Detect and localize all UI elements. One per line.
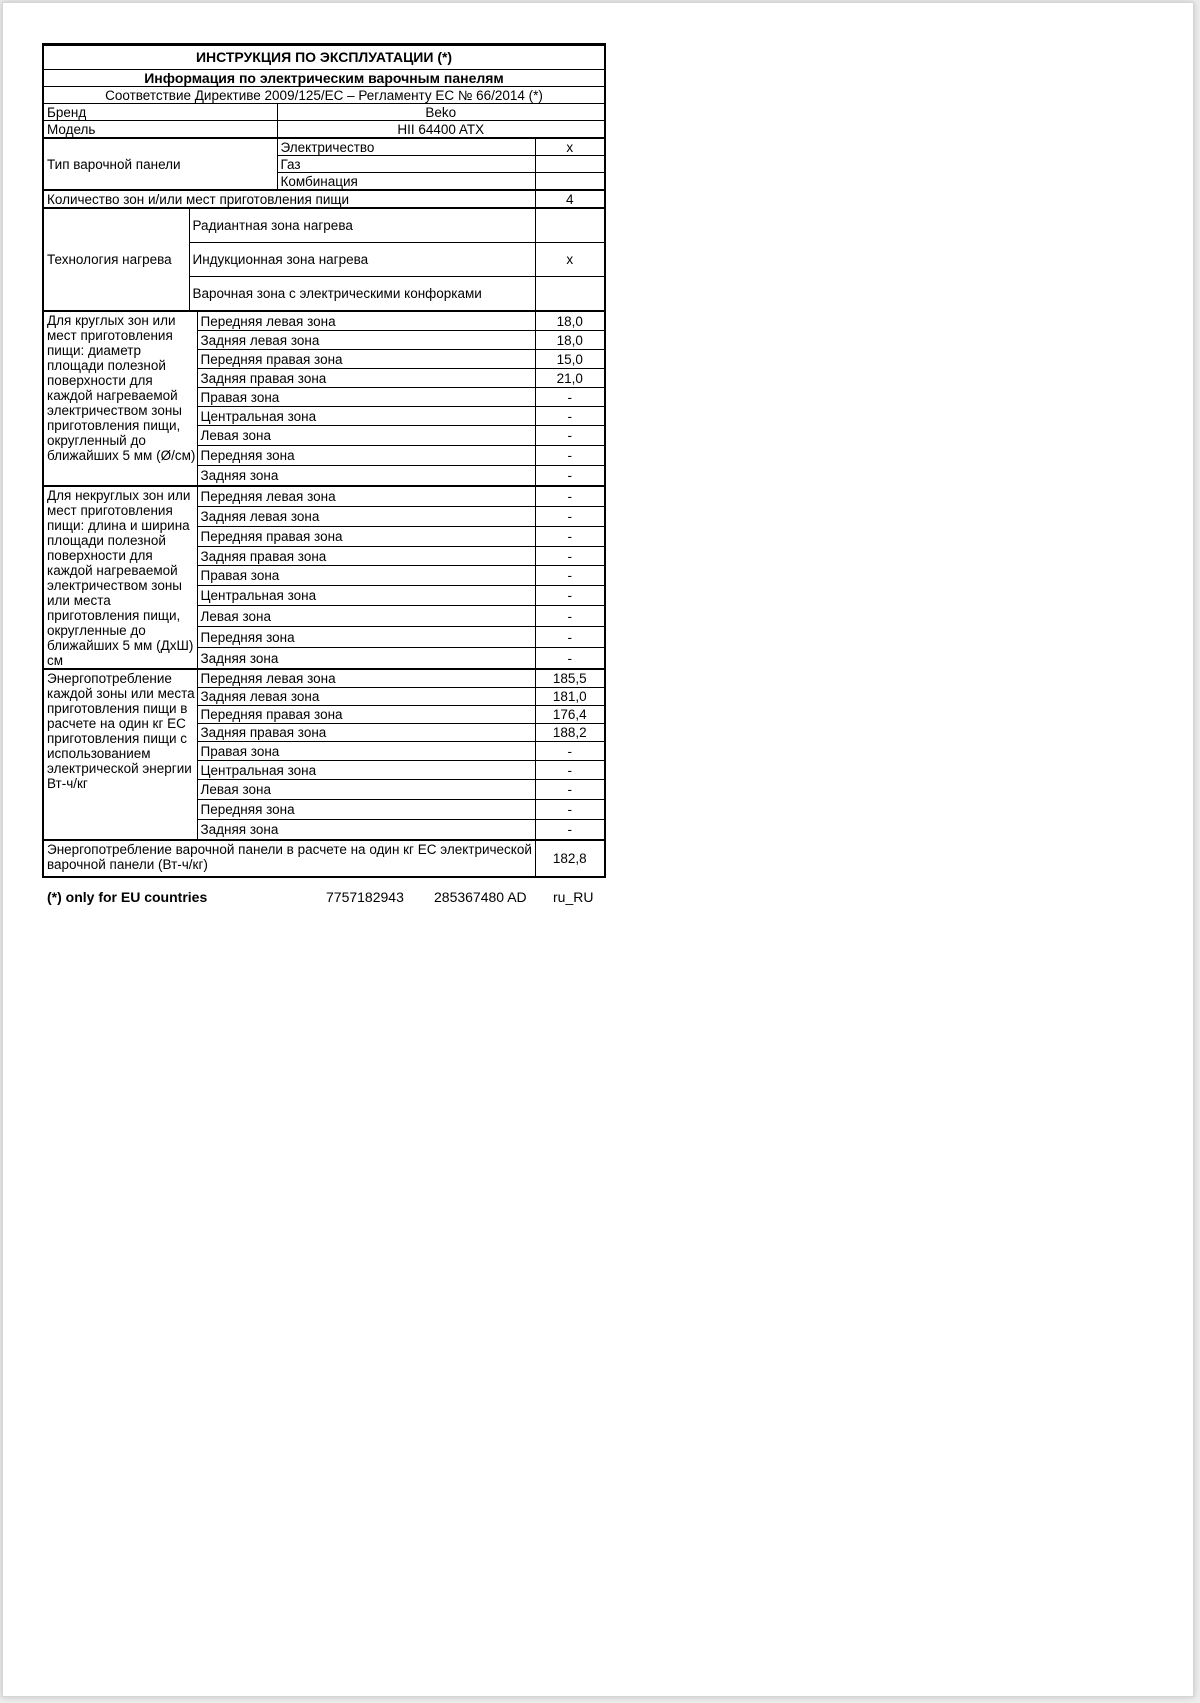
zone-value: - [535,486,605,506]
zone-name: Передняя левая зона [197,486,535,506]
zone-name: Центральная зона [197,761,535,780]
zone-name: Передняя зона [197,800,535,820]
zone-group-label: Для круглых зон или мест приготовления пищи: диаметр площади полезной поверхности для каждой нагреваемой электричеством зоны приготовления пищи, округленный до ближайших 5 мм (Ø/см) [43,311,197,486]
hob-type-row [43,138,605,156]
zone-value: 15,0 [535,350,605,369]
title-row [43,45,605,70]
zone-name: Правая зона [197,566,535,586]
zone-row [43,311,605,331]
zone-name: Передняя левая зона [197,311,535,331]
zone-group-label: Энергопотребление каждой зоны или места приготовления пищи в расчете на один кг EC приготовления пищи с использованием электрической энергии Вт-ч/кг [43,669,197,840]
zone-name: Передняя левая зона [197,669,535,688]
zone-name: Задняя левая зона [197,331,535,350]
zone-value: 18,0 [535,311,605,331]
zone-name: Передняя правая зона [197,706,535,724]
zone-name: Правая зона [197,742,535,761]
footer-code: 7757182943 [326,889,404,905]
zone-name: Задняя зона [197,648,535,670]
zone-name: Передняя зона [197,627,535,648]
model-row [43,121,605,139]
document-subtitle: Информация по электрическим варочным панелям [43,70,605,87]
zone-value: - [535,566,605,586]
hob-type-value: x [535,138,605,156]
model-label: Модель [43,121,277,139]
zone-name: Передняя зона [197,446,535,466]
zone-name: Задняя зона [197,820,535,841]
zone-value: - [535,761,605,780]
zone-name: Передняя правая зона [197,526,535,546]
zone-value: 176,4 [535,706,605,724]
document-page [2,2,1194,1697]
brand-value: Beko [277,104,605,121]
heating-name: Варочная зона с электрическими конфорками [189,277,535,312]
footer [47,889,607,907]
zone-name: Задняя левая зона [197,688,535,706]
hob-type-value [535,173,605,191]
zone-value: - [535,446,605,466]
total-energy-row [43,840,605,877]
footer-note: (*) only for EU countries [47,889,208,905]
hob-type-name: Газ [277,156,535,173]
zone-value: - [535,627,605,648]
zone-value: 185,5 [535,669,605,688]
directive-text: Соответствие Директиве 2009/125/EC – Регламенту ЕС № 66/2014 (*) [43,87,605,104]
round-zones-section [43,311,605,486]
zone-count-label: Количество зон и/или мест приготовления пищи [43,190,535,208]
heating-name: Индукционная зона нагрева [189,243,535,277]
nonround-zones-section [43,486,605,669]
heating-value [535,277,605,312]
zone-value: - [535,526,605,546]
zone-value: - [535,648,605,670]
zone-name: Центральная зона [197,407,535,426]
zone-value: - [535,606,605,627]
document-title: ИНСТРУКЦИЯ ПО ЭКСПЛУАТАЦИИ (*) [43,45,605,70]
zone-value: - [535,426,605,446]
hob-type-value [535,156,605,173]
zone-value: - [535,466,605,487]
brand-label: Бренд [43,104,277,121]
zone-value: - [535,820,605,841]
specification-table [42,43,606,878]
zone-value: - [535,780,605,800]
heating-value [535,208,605,243]
hob-type-label: Тип варочной панели [43,138,277,190]
zone-name: Левая зона [197,426,535,446]
zone-name: Задняя зона [197,466,535,487]
heating-name: Радиантная зона нагрева [189,208,535,243]
zone-name: Центральная зона [197,586,535,606]
subtitle-row [43,70,605,87]
zone-name: Задняя правая зона [197,369,535,388]
directive-row [43,87,605,104]
zone-name: Задняя правая зона [197,546,535,566]
zone-value: 188,2 [535,724,605,742]
heating-value: x [535,243,605,277]
energy-zones-section [43,669,605,840]
zone-value: - [535,800,605,820]
zone-count-row [43,190,605,208]
hob-type-name: Комбинация [277,173,535,191]
total-energy-label: Энергопотребление варочной панели в расчете на один кг EC электрической варочной панели (Вт-ч/кг) [43,840,535,877]
footer-locale: ru_RU [553,889,594,905]
zone-value: - [535,586,605,606]
hob-type-name: Электричество [277,138,535,156]
zone-value: - [535,407,605,426]
zone-count-value: 4 [535,190,605,208]
zone-name: Правая зона [197,388,535,407]
brand-row [43,104,605,121]
zone-name: Передняя правая зона [197,350,535,369]
zone-name: Задняя левая зона [197,506,535,526]
zone-value: - [535,742,605,761]
zone-group-label: Для некруглых зон или мест приготовления пищи: длина и ширина площади полезной поверхности для каждой нагреваемой электричеством зоны или места приготовления пищи, округленные до ближайших 5 мм (ДхШ) см [43,486,197,669]
total-energy-value: 182,8 [535,840,605,877]
heating-label: Технология нагрева [43,208,189,311]
zone-name: Левая зона [197,606,535,627]
zone-value: 21,0 [535,369,605,388]
heating-row [43,208,605,243]
zone-name: Задняя правая зона [197,724,535,742]
zone-value: - [535,506,605,526]
zone-row [43,669,605,688]
zone-name: Левая зона [197,780,535,800]
zone-value: 18,0 [535,331,605,350]
data-sheet [42,43,604,878]
zone-value: 181,0 [535,688,605,706]
zone-value: - [535,546,605,566]
zone-row [43,486,605,506]
model-value: HII 64400 ATX [277,121,605,139]
zone-value: - [535,388,605,407]
footer-code: 285367480 AD [434,889,527,905]
